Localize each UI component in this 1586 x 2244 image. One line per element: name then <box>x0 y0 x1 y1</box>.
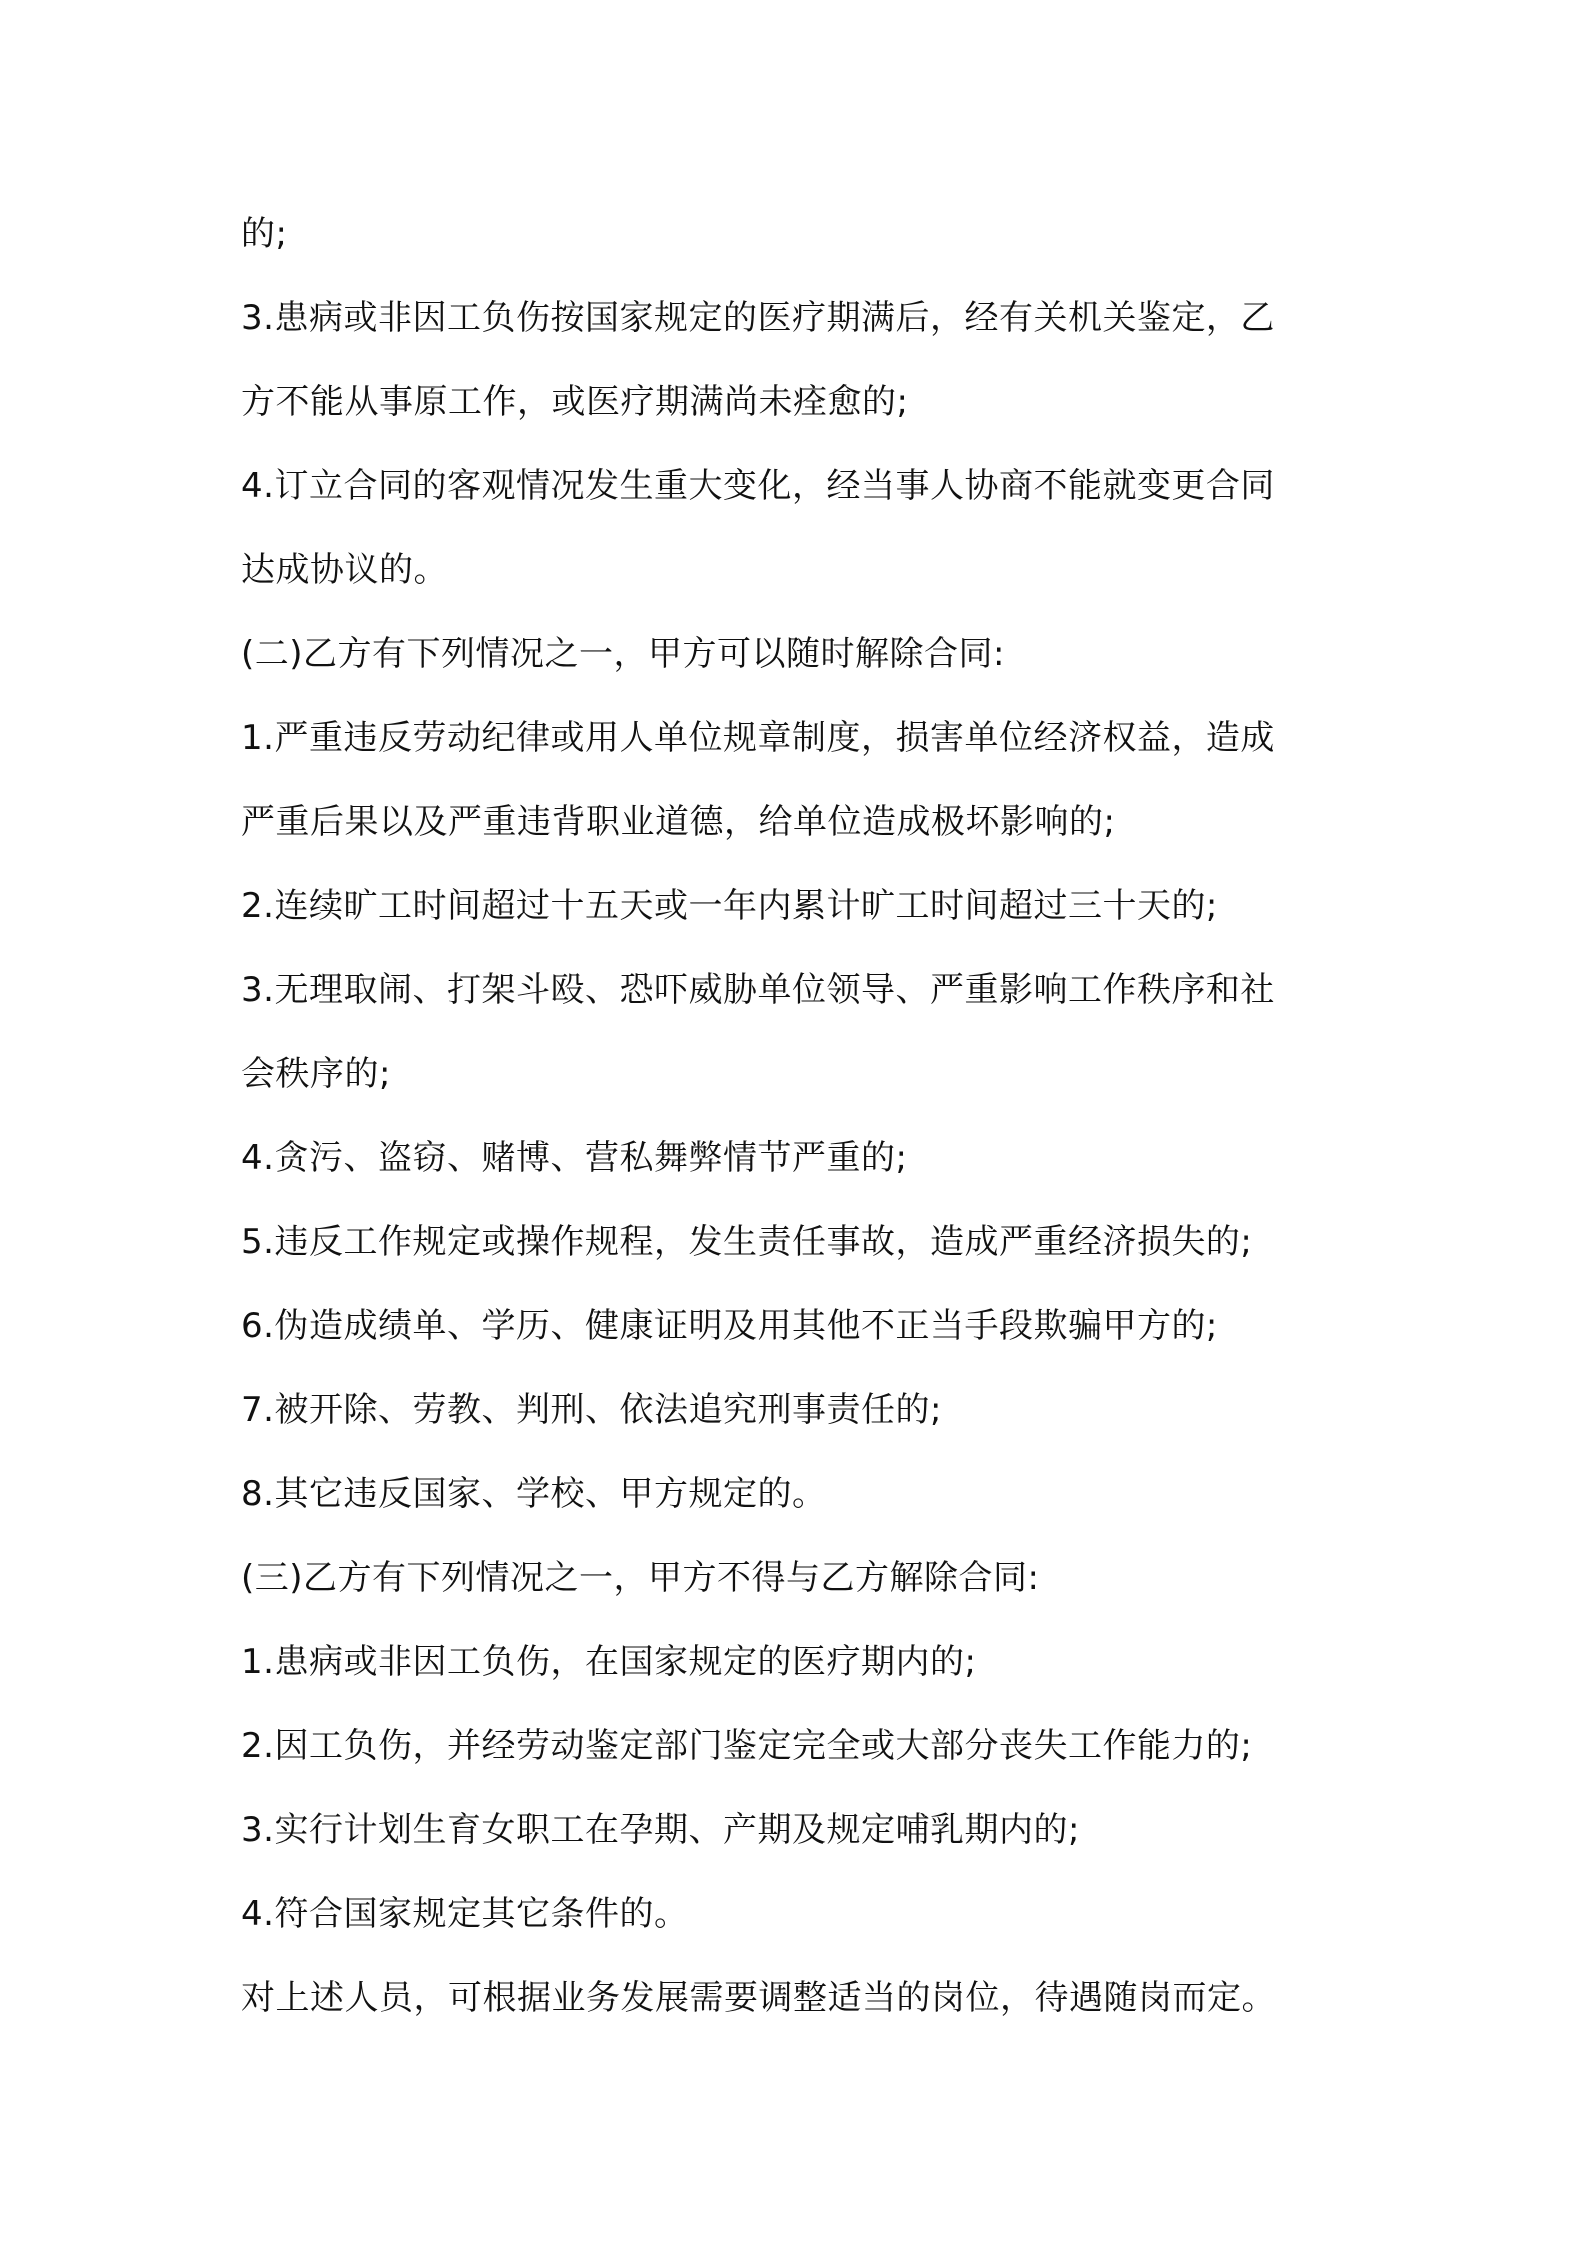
section-heading: (三)乙方有下列情况之一，甲方不得与乙方解除合同: <box>241 1558 1040 1598</box>
text-line: 2.连续旷工时间超过十五天或一年内累计旷工时间超过三十天的; <box>241 886 1218 926</box>
text-line: 的; <box>241 214 288 254</box>
document-body <box>241 192 1361 2040</box>
text-line: 2.因工负伤，并经劳动鉴定部门鉴定完全或大部分丧失工作能力的; <box>241 1726 1253 1766</box>
text-line: 对上述人员，可根据业务发展需要调整适当的岗位，待遇随岗而定。 <box>241 1978 1276 2018</box>
text-line: 4.订立合同的客观情况发生重大变化，经当事人协商不能就变更合同 <box>241 466 1275 506</box>
section-heading: (二)乙方有下列情况之一，甲方可以随时解除合同: <box>241 634 1005 674</box>
text-line: 3.患病或非因工负伤按国家规定的医疗期满后，经有关机关鉴定，乙 <box>241 298 1275 338</box>
text-line: 1.患病或非因工负伤，在国家规定的医疗期内的; <box>241 1642 977 1682</box>
text-line: 5.违反工作规定或操作规程，发生责任事故，造成严重经济损失的; <box>241 1222 1253 1262</box>
text-line: 3.实行计划生育女职工在孕期、产期及规定哺乳期内的; <box>241 1810 1080 1850</box>
text-line: 达成协议的。 <box>241 550 448 590</box>
text-line: 严重后果以及严重违背职业道德，给单位造成极坏影响的; <box>241 802 1116 842</box>
text-line: 7.被开除、劳教、判刑、依法追究刑事责任的; <box>241 1390 942 1430</box>
text-line: 会秩序的; <box>241 1054 391 1094</box>
text-line: 方不能从事原工作，或医疗期满尚未痊愈的; <box>241 382 909 422</box>
text-line: 4.符合国家规定其它条件的。 <box>241 1894 689 1934</box>
text-line: 1.严重违反劳动纪律或用人单位规章制度，损害单位经济权益，造成 <box>241 718 1275 758</box>
text-line: 3.无理取闹、打架斗殴、恐吓威胁单位领导、严重影响工作秩序和社 <box>241 970 1275 1010</box>
text-line: 8.其它违反国家、学校、甲方规定的。 <box>241 1474 827 1514</box>
text-line: 4.贪污、盗窃、赌博、营私舞弊情节严重的; <box>241 1138 908 1178</box>
text-line: 6.伪造成绩单、学历、健康证明及用其他不正当手段欺骗甲方的; <box>241 1306 1218 1346</box>
